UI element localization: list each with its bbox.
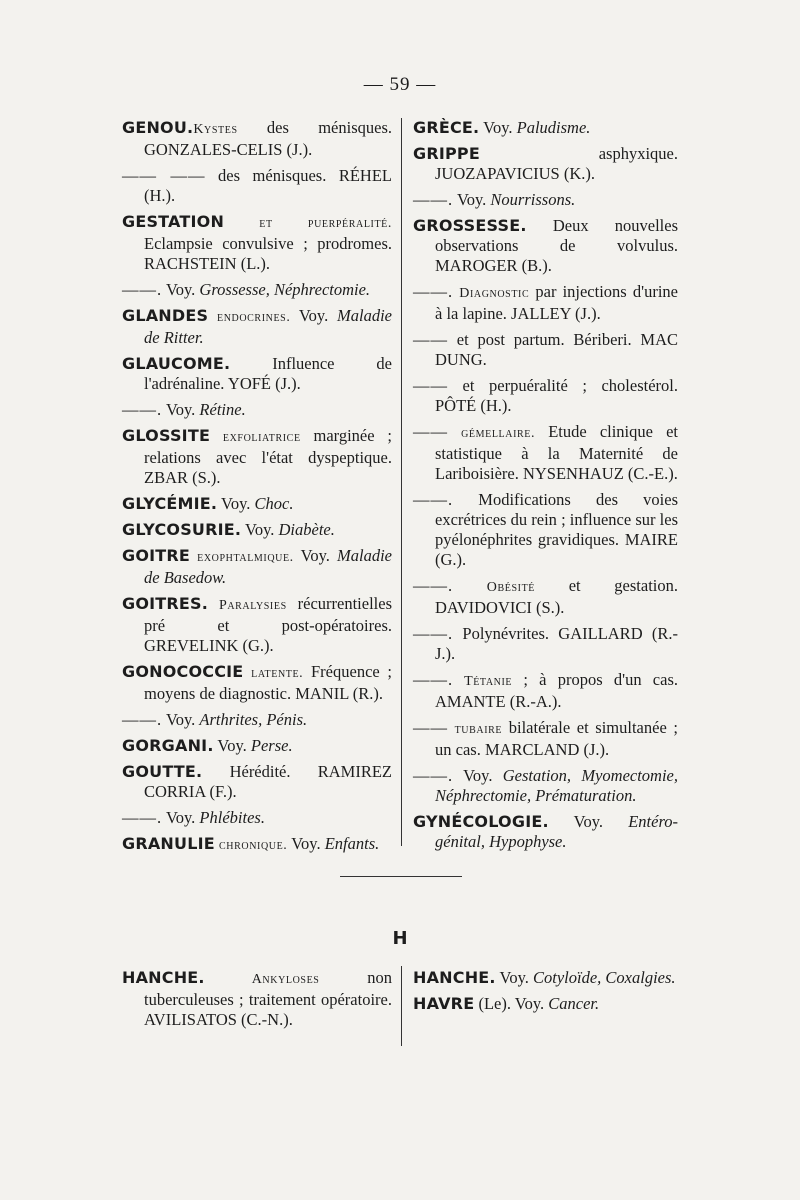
entry-text: ; à propos d'un cas. AMANTE (R.-A.). [435, 670, 678, 711]
entry-text: Etude clinique et statistique à la Maternité de Lariboisière. NYSENHAUZ (C.-E.). [435, 422, 678, 483]
entry-text: et gestation. DAVIDOVICI (S.). [435, 576, 678, 617]
entry-text: Voy. [162, 808, 200, 827]
entry-cross-reference: Cancer. [548, 994, 600, 1013]
entry-text: Voy. [453, 766, 503, 785]
index-entry [122, 808, 392, 828]
entry-text: et post partum. Bériberi. MAC DUNG. [435, 330, 678, 369]
entry-text: Voy. [453, 190, 491, 209]
entry-headword: HAVRE [413, 994, 475, 1013]
index-entry [122, 546, 392, 588]
entry-ditto-dash: ——. [413, 190, 454, 209]
entry-text: Voy. [287, 834, 325, 853]
entry-text: des ménisques. RÉHEL (H.). [144, 166, 392, 205]
index-entry [122, 212, 392, 274]
entry-text: Voy. [162, 710, 200, 729]
entry-text: asphyxique. JUOZAPAVICIUS (K.). [435, 144, 678, 183]
index-entry [122, 354, 392, 394]
entry-headword: GONOCOCCIE [122, 662, 244, 681]
entry-subheading: gémellaire. [448, 426, 536, 441]
index-column-left-h [122, 968, 392, 1036]
entry-cross-reference: Phlébites. [199, 808, 265, 827]
entry-headword: GYNÉCOLOGIE. [413, 812, 549, 831]
index-entry [413, 718, 678, 760]
entry-text: et perpuéralité ; cholestérol. PÔTÉ (H.). [435, 376, 678, 415]
column-divider-h [401, 966, 402, 1046]
entry-ditto-dash: —— [413, 422, 448, 441]
index-entry [413, 812, 678, 852]
entry-ditto-dash: —— [413, 376, 448, 395]
entry-ditto-dash: ——. [413, 624, 454, 643]
entry-ditto-dash: ——. [122, 710, 163, 729]
entry-text: marginée ; relations avec l'état dyspeptique. ZBAR (S.). [144, 426, 392, 487]
index-entry [122, 494, 392, 514]
index-entry [413, 144, 678, 184]
entry-cross-reference: Maladie de Basedow. [144, 546, 393, 587]
entry-ditto-dash: ——. [122, 400, 163, 419]
entry-subheading: Paralysies [208, 598, 287, 613]
entry-text: Polynévrites. GAILLARD (R.-J.). [435, 624, 678, 663]
index-entry [413, 330, 678, 370]
entry-cross-reference: Rétine. [199, 400, 246, 419]
entry-headword: GLOSSITE [122, 426, 211, 445]
index-entry [413, 118, 678, 138]
entry-ditto-dash: ——. [413, 766, 454, 785]
entry-ditto-dash: ——. [413, 576, 454, 595]
entry-text: Deux nouvelles observations de volvulus. MAROGER (B.). [435, 216, 678, 275]
column-divider [401, 118, 402, 846]
entry-text: Fréquence ; moyens de diagnostic. MANIL (R.). [144, 662, 392, 703]
index-entry [122, 166, 392, 206]
entry-text: Voy. [548, 812, 629, 831]
entry-ditto-dash: ——. [122, 808, 163, 827]
index-entry [122, 762, 392, 802]
entry-text: récurrentielles pré et post-opératoires. GREVELINK (G.). [144, 594, 392, 655]
entry-text: Voy. [217, 494, 255, 513]
entry-subheading: tubaire [448, 722, 503, 737]
entry-text: bilatérale et simultanée ; un cas. MARCLAND (J.). [435, 718, 678, 759]
index-entry [413, 994, 678, 1014]
entry-subheading: Tétanie [453, 674, 513, 689]
entry-text: par injections d'urine à la lapine. JALLEY (J.). [435, 282, 678, 323]
entry-headword: GRIPPE [413, 144, 480, 163]
entry-headword: GENOU. [122, 118, 194, 137]
entry-subheading: Diagnostic [453, 286, 530, 301]
index-entry [413, 490, 678, 570]
entry-subheading: chronique. [214, 838, 288, 853]
entry-text: Voy. [162, 400, 200, 419]
entry-headword: GROSSESSE. [413, 216, 527, 235]
index-entry [122, 280, 392, 300]
index-entry [413, 422, 678, 484]
index-entry [413, 576, 678, 618]
entry-ditto-dash: ——. [413, 670, 454, 689]
entry-cross-reference: Enfants. [324, 834, 380, 853]
index-entry [413, 670, 678, 712]
index-entry [413, 624, 678, 664]
entry-subheading: exfoliatrice [210, 430, 301, 445]
entry-subheading: endocrines. [208, 310, 291, 325]
entry-text: des ménisques. GONZALES-CELIS (J.). [144, 118, 392, 159]
entry-headword: GOITRE [122, 546, 191, 565]
index-entry [122, 736, 392, 756]
index-entry [413, 216, 678, 276]
index-entry [122, 662, 392, 704]
entry-headword: GLANDES [122, 306, 209, 325]
entry-text: Voy. [162, 280, 200, 299]
index-entry [122, 968, 392, 1030]
entry-subheading: et puerpéralité. [224, 216, 392, 231]
index-entry [122, 834, 392, 856]
index-entry [122, 710, 392, 730]
entry-text: Voy. [241, 520, 279, 539]
entry-text: Voy. [293, 546, 338, 565]
entry-text: (Le). Voy. [474, 994, 549, 1013]
entry-headword: GRÈCE. [413, 118, 480, 137]
entry-ditto-dash: ——. [122, 280, 163, 299]
entry-text: Modifications des voies excrétrices du rein ; influence sur les pyélonéphrites gravidiques. MAIRE (G.). [435, 490, 678, 569]
index-column-right [413, 118, 678, 858]
entry-cross-reference: Gestation, Myomectomie, Néphrectomie, Prématuration. [435, 766, 679, 805]
entry-headword: GLAUCOME. [122, 354, 231, 373]
entry-subheading: Obésité [453, 580, 535, 595]
entry-text: Voy. [213, 736, 251, 755]
entry-subheading: Ankyloses [204, 972, 320, 987]
entry-headword: GLYCÉMIE. [122, 494, 218, 513]
index-entry [413, 766, 678, 806]
entry-cross-reference: Cotyloïde, Coxalgies. [533, 968, 676, 987]
entry-text: non tuberculeuses ; traitement opératoire. AVILISATOS (C.-N.). [144, 968, 392, 1029]
entry-text: Voy. [479, 118, 517, 137]
entry-cross-reference: Maladie de Ritter. [144, 306, 392, 347]
entry-headword: GORGANI. [122, 736, 214, 755]
index-entry [122, 594, 392, 656]
entry-headword: GOITRES. [122, 594, 209, 613]
index-entry [122, 426, 392, 488]
entry-headword: GRANULIE [122, 834, 215, 853]
section-divider [340, 876, 462, 877]
entry-subheading: latente. [243, 666, 304, 681]
entry-ditto-dash: —— [413, 330, 448, 349]
entry-ditto-dash: —— —— [122, 166, 206, 185]
entry-headword: HANCHE. [122, 968, 205, 987]
entry-headword: GOUTTE. [122, 762, 203, 781]
index-entry [122, 118, 392, 160]
entry-cross-reference: Perse. [250, 736, 293, 755]
index-entry [122, 400, 392, 420]
entry-cross-reference: Entéro-génital, Hypophyse. [435, 812, 678, 851]
entry-ditto-dash: ——. [413, 490, 454, 509]
entry-headword: HANCHE. [413, 968, 496, 987]
entry-ditto-dash: ——. [413, 282, 454, 301]
entry-text: Hérédité. RAMIREZ CORRIA (F.). [144, 762, 392, 801]
entry-headword: GESTATION [122, 212, 225, 231]
index-column-left [122, 118, 392, 862]
index-column-right-h [413, 968, 678, 1020]
section-heading-letter: H [392, 928, 408, 949]
index-entry [413, 376, 678, 416]
entry-subheading: Kystes [193, 122, 238, 137]
entry-cross-reference: Grossesse, Néphrectomie. [199, 280, 371, 299]
entry-text: Eclampsie convulsive ; prodromes. RACHSTEIN (L.). [144, 234, 392, 273]
entry-text: Voy. [290, 306, 337, 325]
entry-headword: GLYCOSURIE. [122, 520, 242, 539]
entry-subheading: exophtalmique. [190, 550, 294, 565]
index-entry [413, 968, 678, 988]
index-entry [122, 520, 392, 540]
entry-ditto-dash: —— [413, 718, 448, 737]
entry-text: Influence de l'adrénaline. YOFÉ (J.). [144, 354, 392, 393]
page-number: — 59 — [363, 74, 437, 95]
entry-text: Voy. [495, 968, 534, 987]
entry-cross-reference: Paludisme. [516, 118, 591, 137]
entry-cross-reference: Arthrites, Pénis. [199, 710, 308, 729]
entry-cross-reference: Nourrissons. [490, 190, 576, 209]
entry-cross-reference: Diabète. [278, 520, 335, 539]
index-entry [122, 306, 392, 348]
entry-cross-reference: Choc. [254, 494, 294, 513]
index-entry [413, 190, 678, 210]
index-entry [413, 282, 678, 324]
